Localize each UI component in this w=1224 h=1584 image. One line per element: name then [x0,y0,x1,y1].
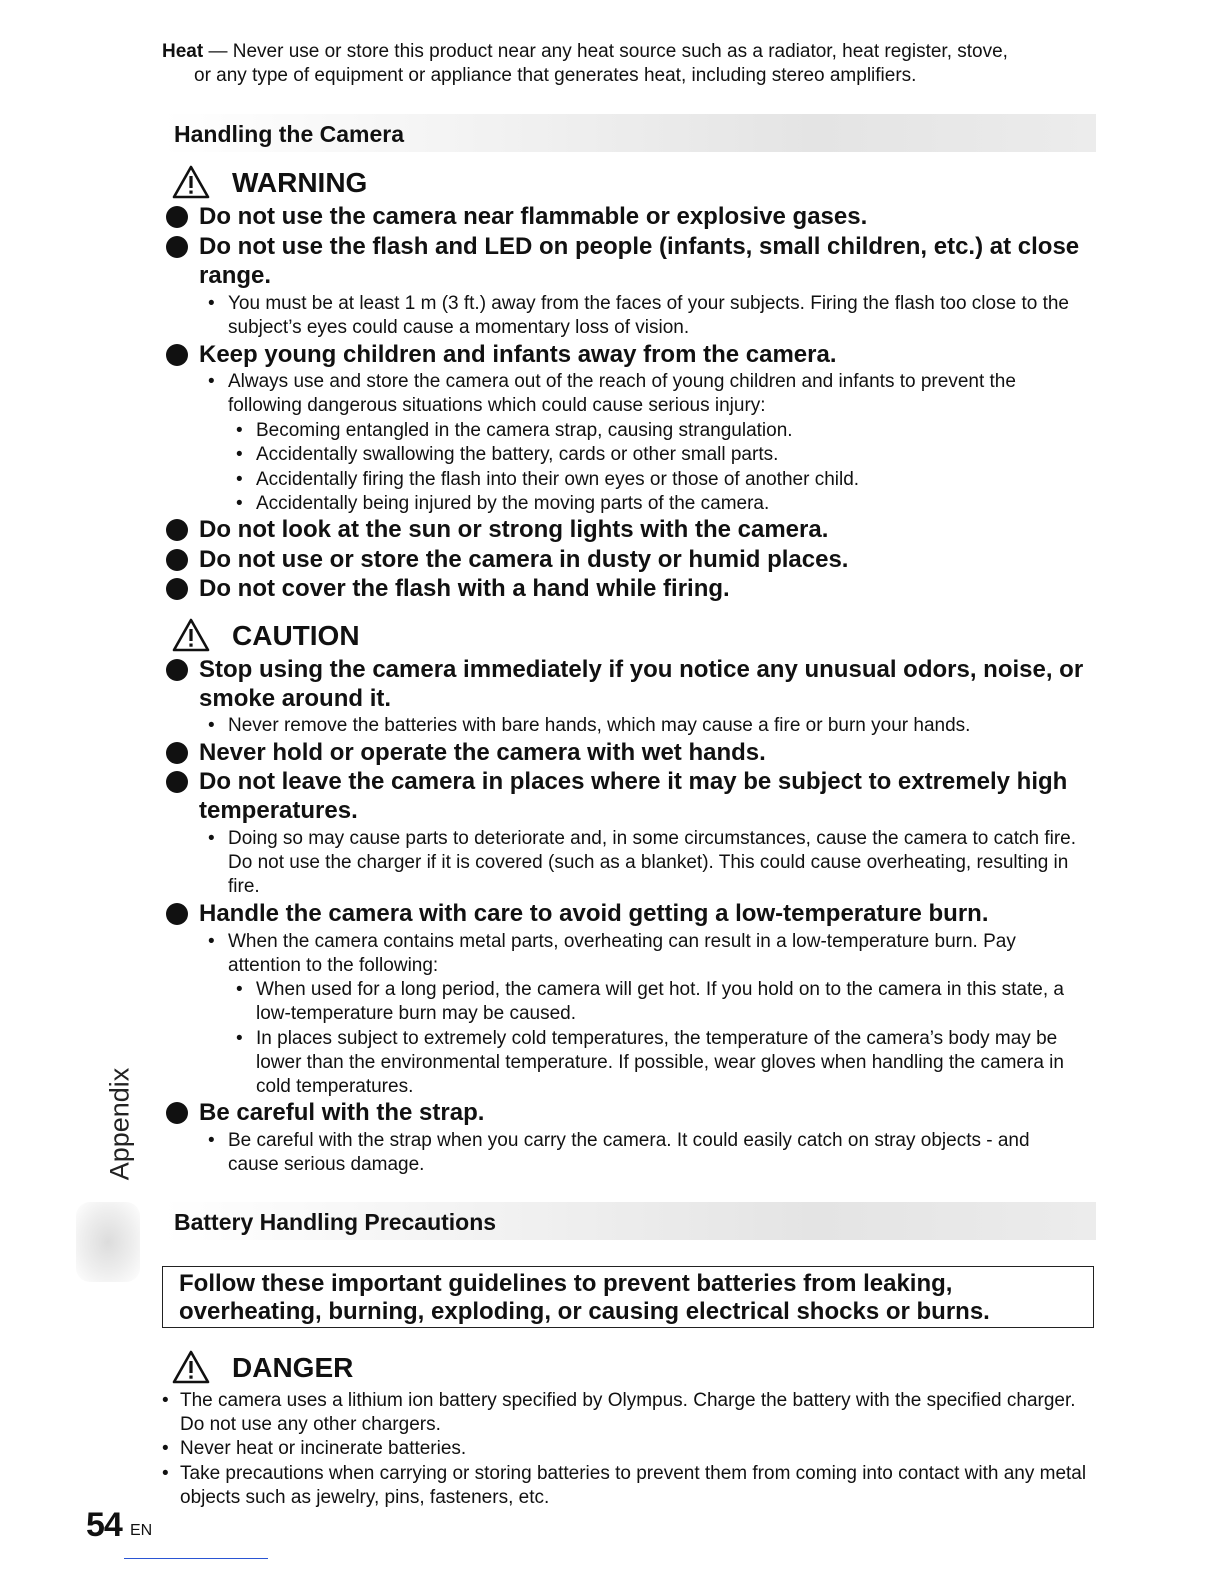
caution-detail: • Doing so may cause parts to deteriorate and, in some circumstances, cause the camera to catch fire. Do not use the charger if it is covered (such as a blanket). This could cause overheating, resulting in fire. [208,828,1077,897]
bullet-dot-icon [166,903,188,925]
warning-label: WARNING [232,167,368,198]
bullet-dot-icon [166,519,188,541]
caution-item: Be careful with the strap. [166,1098,1096,1127]
warning-subdetail: • Becoming entangled in the camera strap, causing strangulation. [236,420,793,441]
warning-subdetail: • Accidentally being injured by the moving parts of the camera. [236,493,770,514]
danger-item: • Never heat or incinerate batteries. [162,1438,467,1459]
warning-item: Do not use or store the camera in dusty or humid places. [166,545,1096,574]
heat-term: Heat [162,41,204,62]
warning-item: Do not use the flash and LED on people (infants, small children, etc.) at close range. [166,232,1096,290]
warning-item: Do not use the camera near flammable or explosive gases. [166,202,1096,231]
warning-item: Do not look at the sun or strong lights with the camera. [166,515,1096,544]
warning-triangle-icon [172,618,210,652]
caution-item: Never hold or operate the camera with wet hands. [166,738,1096,767]
caution-subdetail: • In places subject to extremely cold temperatures, the temperature of the camera’s body may be lower than the environmental temperature. If possible, wear gloves when handling the camera in cold temperatures. [236,1028,1064,1097]
bullet-dot-icon [166,742,188,764]
warning-triangle-icon [172,165,210,199]
warning-subdetail: • Accidentally swallowing the battery, cards or other small parts. [236,444,779,465]
bullet-dot-icon [166,578,188,600]
section-header-handling [162,114,1096,152]
section-header-battery [162,1202,1096,1240]
appendix-side-label: Appendix [104,1067,135,1181]
danger-item: • Take precautions when carrying or storing batteries to prevent them from coming into contact with any metal objects such as jewelry, pins, fasteners, etc. [162,1463,1087,1508]
page-language: EN [130,1522,153,1539]
caution-label: CAUTION [232,620,360,651]
danger-label: DANGER [232,1352,354,1383]
caution-detail: • Never remove the batteries with bare hands, which may cause a fire or burn your hands. [208,715,971,736]
bullet-dot-icon [166,659,188,681]
thumb-index-tab [76,1202,140,1282]
caution-item: Handle the camera with care to avoid getting a low-temperature burn. [166,899,1096,928]
bullet-dot-icon [166,549,188,571]
danger-item: • The camera uses a lithium ion battery specified by Olympus. Charge the battery with the specified charger. Do not use any other chargers. [162,1390,1076,1435]
footer-rule [124,1558,268,1559]
bullet-dot-icon [166,206,188,228]
bullet-dot-icon [166,344,188,366]
caution-item: Do not leave the camera in places where it may be subject to extremely high temperatures. [166,767,1096,825]
caution-detail: • Be careful with the strap when you carry the camera. It could easily catch on stray objects - and cause serious damage. [208,1130,1030,1175]
heat-text-line1: — Never use or store this product near any heat source such as a radiator, heat register, stove, [203,41,1008,62]
warning-subdetail: • Accidentally firing the flash into their own eyes or those of another child. [236,469,860,490]
bullet-dot-icon [166,236,188,258]
warning-detail: • You must be at least 1 m (3 ft.) away from the faces of your subjects. Firing the flash too close to the subject’s eyes could cause a momentary loss of vision. [208,293,1069,338]
section-title-handling: Handling the Camera [174,121,405,147]
bullet-dot-icon [166,1102,188,1124]
warning-detail: • Always use and store the camera out of the reach of young children and infants to prevent the following dangerous situations which could cause serious injury: [208,371,1016,416]
bullet-dot-icon [166,771,188,793]
caution-item: Stop using the camera immediately if you notice any unusual odors, noise, or smoke around it. [166,655,1096,713]
page-number: 54 [86,1506,122,1544]
warning-item: Keep young children and infants away from the camera. [166,340,1096,369]
caution-subdetail: • When used for a long period, the camera will get hot. If you hold on to the camera in this state, a low-temperature burn may be caused. [236,979,1064,1024]
battery-guideline-text: Follow these important guidelines to prevent batteries from leaking, overheating, burning, exploding, or causing electrical shocks or burns. [179,1270,990,1325]
caution-detail: • When the camera contains metal parts, overheating can result in a low-temperature burn. Pay attention to the following: [208,931,1016,976]
warning-triangle-icon [172,1350,210,1384]
heat-text-line2: or any type of equipment or appliance that generates heat, including stereo amplifiers. [194,65,917,86]
heat-paragraph [162,40,1092,88]
warning-item: Do not cover the flash with a hand while firing. [166,574,1096,603]
battery-guideline-box [162,1266,1094,1328]
section-title-battery: Battery Handling Precautions [174,1209,497,1235]
